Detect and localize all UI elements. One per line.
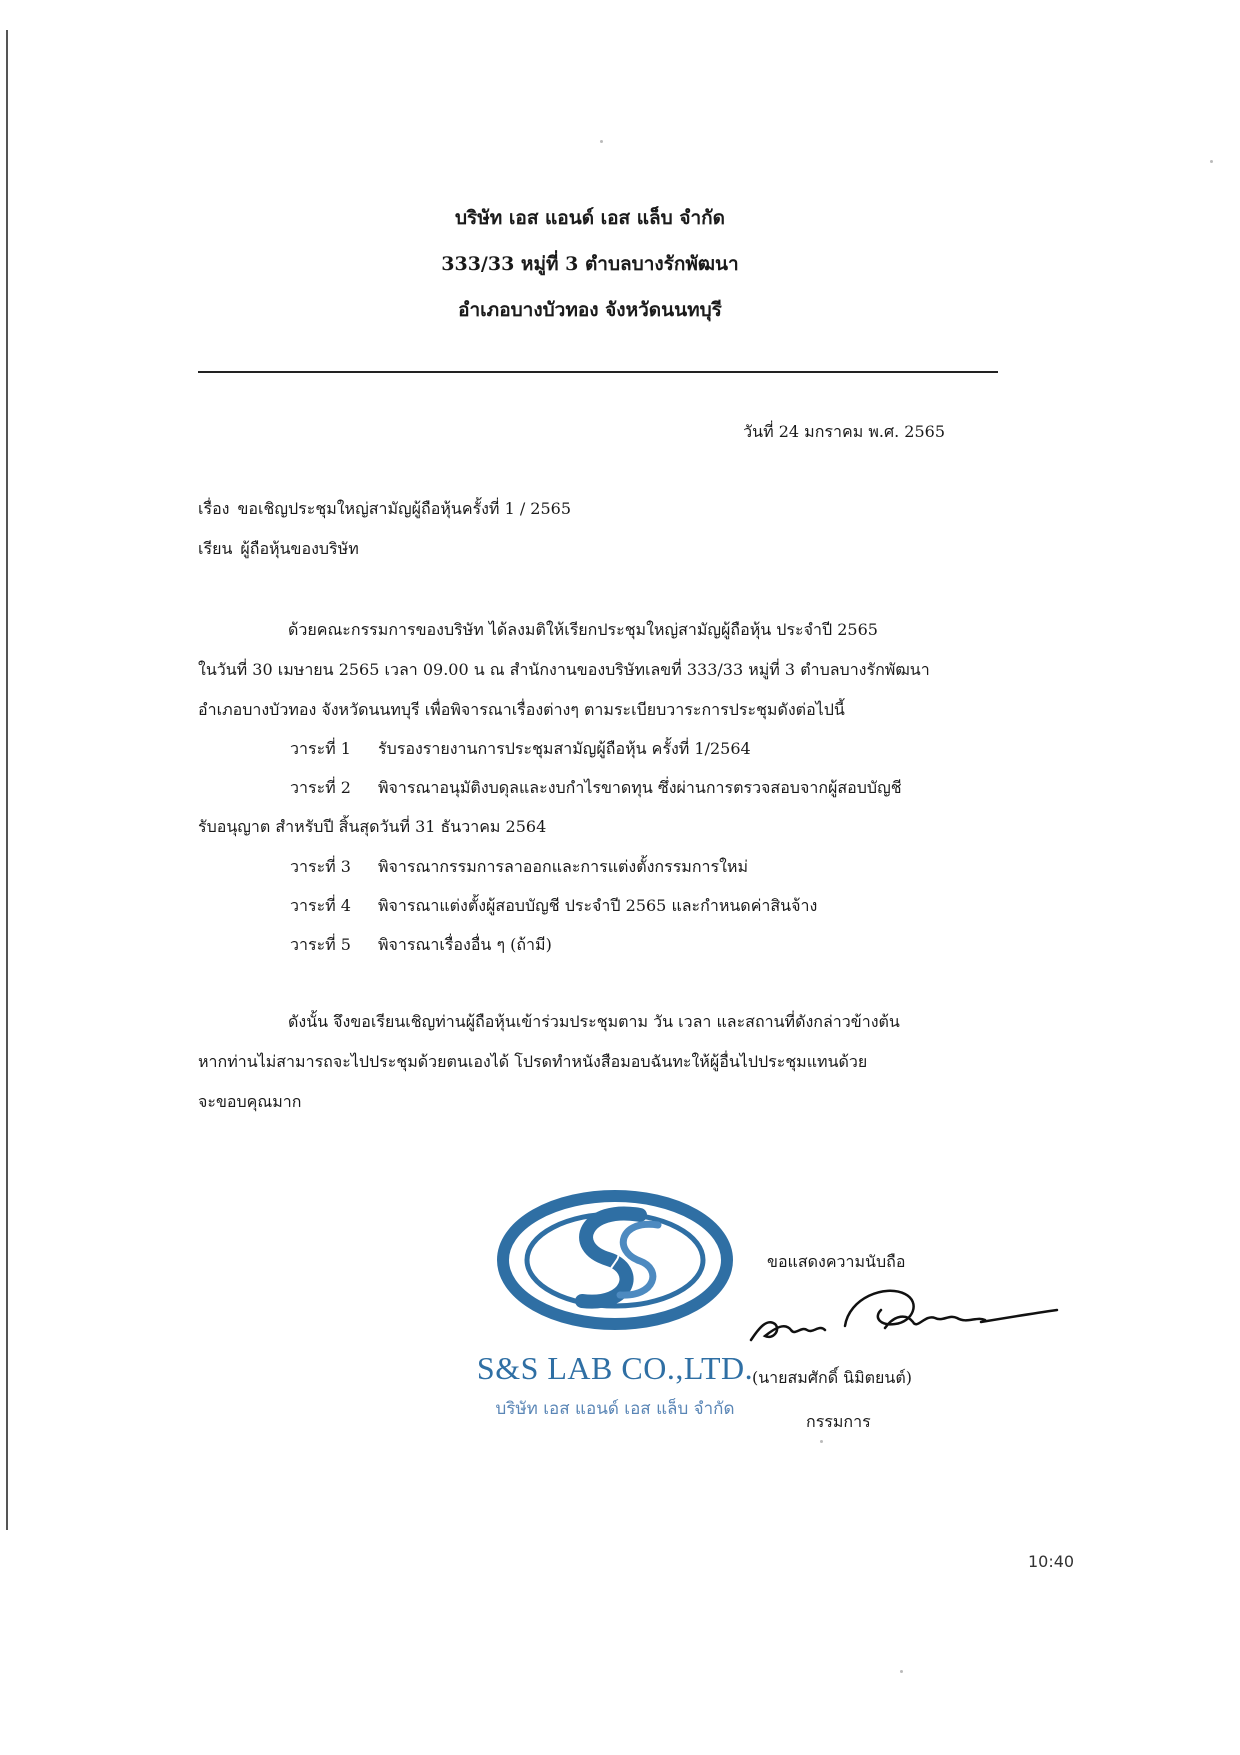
- scan-timestamp: 10:40: [1028, 1552, 1075, 1571]
- agenda-text: พิจารณาอนุมัติงบดุลและงบกำไรขาดทุน ซึ่งผ่านการตรวจสอบจากผู้สอบบัญชี: [378, 778, 902, 797]
- closing-text: ขอแสดงความนับถือ: [767, 1252, 906, 1271]
- signature-icon: [745, 1278, 1065, 1358]
- scan-speck: [900, 1670, 903, 1673]
- letter-date: วันที่ 24 มกราคม พ.ศ. 2565: [743, 422, 945, 441]
- conclusion-line: จะขอบคุณมาก: [198, 1092, 302, 1111]
- signer-title: กรรมการ: [806, 1412, 871, 1431]
- agenda-item-1: [290, 737, 751, 762]
- logo-name-english: S&S LAB CO.,LTD.: [476, 1350, 754, 1386]
- agenda-text: รับรองรายงานการประชุมสามัญผู้ถือหุ้น ครั้งที่ 1/2564: [378, 739, 751, 758]
- agenda-item-5: [290, 933, 552, 958]
- scan-speck: [820, 1440, 823, 1443]
- agenda-text: พิจารณากรรมการลาออกและการแต่งตั้งกรรมการใหม่: [378, 857, 748, 876]
- agenda-item-3: [290, 855, 748, 880]
- company-address-line-2: อำเภอบางบัวทอง จังหวัดนนทบุรี: [458, 299, 722, 321]
- salutation-text: ผู้ถือหุ้นของบริษัท: [240, 539, 359, 558]
- subject-line: [198, 497, 571, 522]
- agenda-text: พิจารณาแต่งตั้งผู้สอบบัญชี ประจำปี 2565 และกำหนดค่าสินจ้าง: [378, 896, 818, 915]
- signer-name: (นายสมศักดิ์ นิมิตยนต์): [752, 1368, 912, 1387]
- logo-name-thai: บริษัท เอส แอนด์ เอส แล็บ จำกัด: [495, 1399, 735, 1419]
- header-divider: [198, 371, 998, 373]
- body-paragraph-line: อำเภอบางบัวทอง จังหวัดนนทบุรี เพื่อพิจารณาเรื่องต่างๆ ตามระเบียบวาระการประชุมดังต่อไปนี้: [198, 700, 845, 719]
- agenda-item-2-continuation: รับอนุญาต สำหรับปี สิ้นสุดวันที่ 31 ธันวาคม 2564: [198, 817, 547, 836]
- agenda-text: พิจารณาเรื่องอื่น ๆ (ถ้ามี): [378, 935, 552, 954]
- agenda-number: วาระที่ 5: [290, 935, 351, 954]
- agenda-number: วาระที่ 4: [290, 896, 351, 915]
- agenda-item-4: [290, 894, 817, 919]
- body-paragraph-line: ในวันที่ 30 เมษายน 2565 เวลา 09.00 น ณ สำนักงานของบริษัทเลขที่ 333/33 หมู่ที่ 3 ตำบลบางรักพัฒนา: [198, 660, 930, 679]
- conclusion-line: ดังนั้น จึงขอเรียนเชิญท่านผู้ถือหุ้นเข้าร่วมประชุมตาม วัน เวลา และสถานที่ดังกล่าวข้างต้น: [288, 1012, 900, 1031]
- scan-speck: [600, 140, 603, 143]
- company-logo: [470, 1185, 754, 1475]
- subject-text: ขอเชิญประชุมใหญ่สามัญผู้ถือหุ้นครั้งที่ 1 / 2565: [237, 499, 572, 518]
- conclusion-line: หากท่านไม่สามารถจะไปประชุมด้วยตนเองได้ โปรดทำหนังสือมอบฉันทะให้ผู้อื่นไปประชุมแทนด้วย: [198, 1052, 868, 1071]
- body-paragraph-line: ด้วยคณะกรรมการของบริษัท ได้ลงมติให้เรียกประชุมใหญ่สามัญผู้ถือหุ้น ประจำปี 2565: [288, 620, 878, 639]
- agenda-number: วาระที่ 2: [290, 778, 351, 797]
- salutation-label: เรียน: [198, 539, 233, 558]
- ss-logo-icon: [490, 1185, 740, 1335]
- agenda-item-2: [290, 776, 902, 801]
- company-address-line-1: 333/33 หมู่ที่ 3 ตำบลบางรักพัฒนา: [441, 253, 739, 275]
- salutation-line: [198, 537, 359, 562]
- scan-speck: [1210, 160, 1213, 163]
- letterhead: [0, 195, 1180, 333]
- agenda-number: วาระที่ 1: [290, 739, 351, 758]
- subject-label: เรื่อง: [198, 499, 230, 518]
- agenda-number: วาระที่ 3: [290, 857, 351, 876]
- company-name: บริษัท เอส แอนด์ เอส แล็บ จำกัด: [455, 207, 725, 229]
